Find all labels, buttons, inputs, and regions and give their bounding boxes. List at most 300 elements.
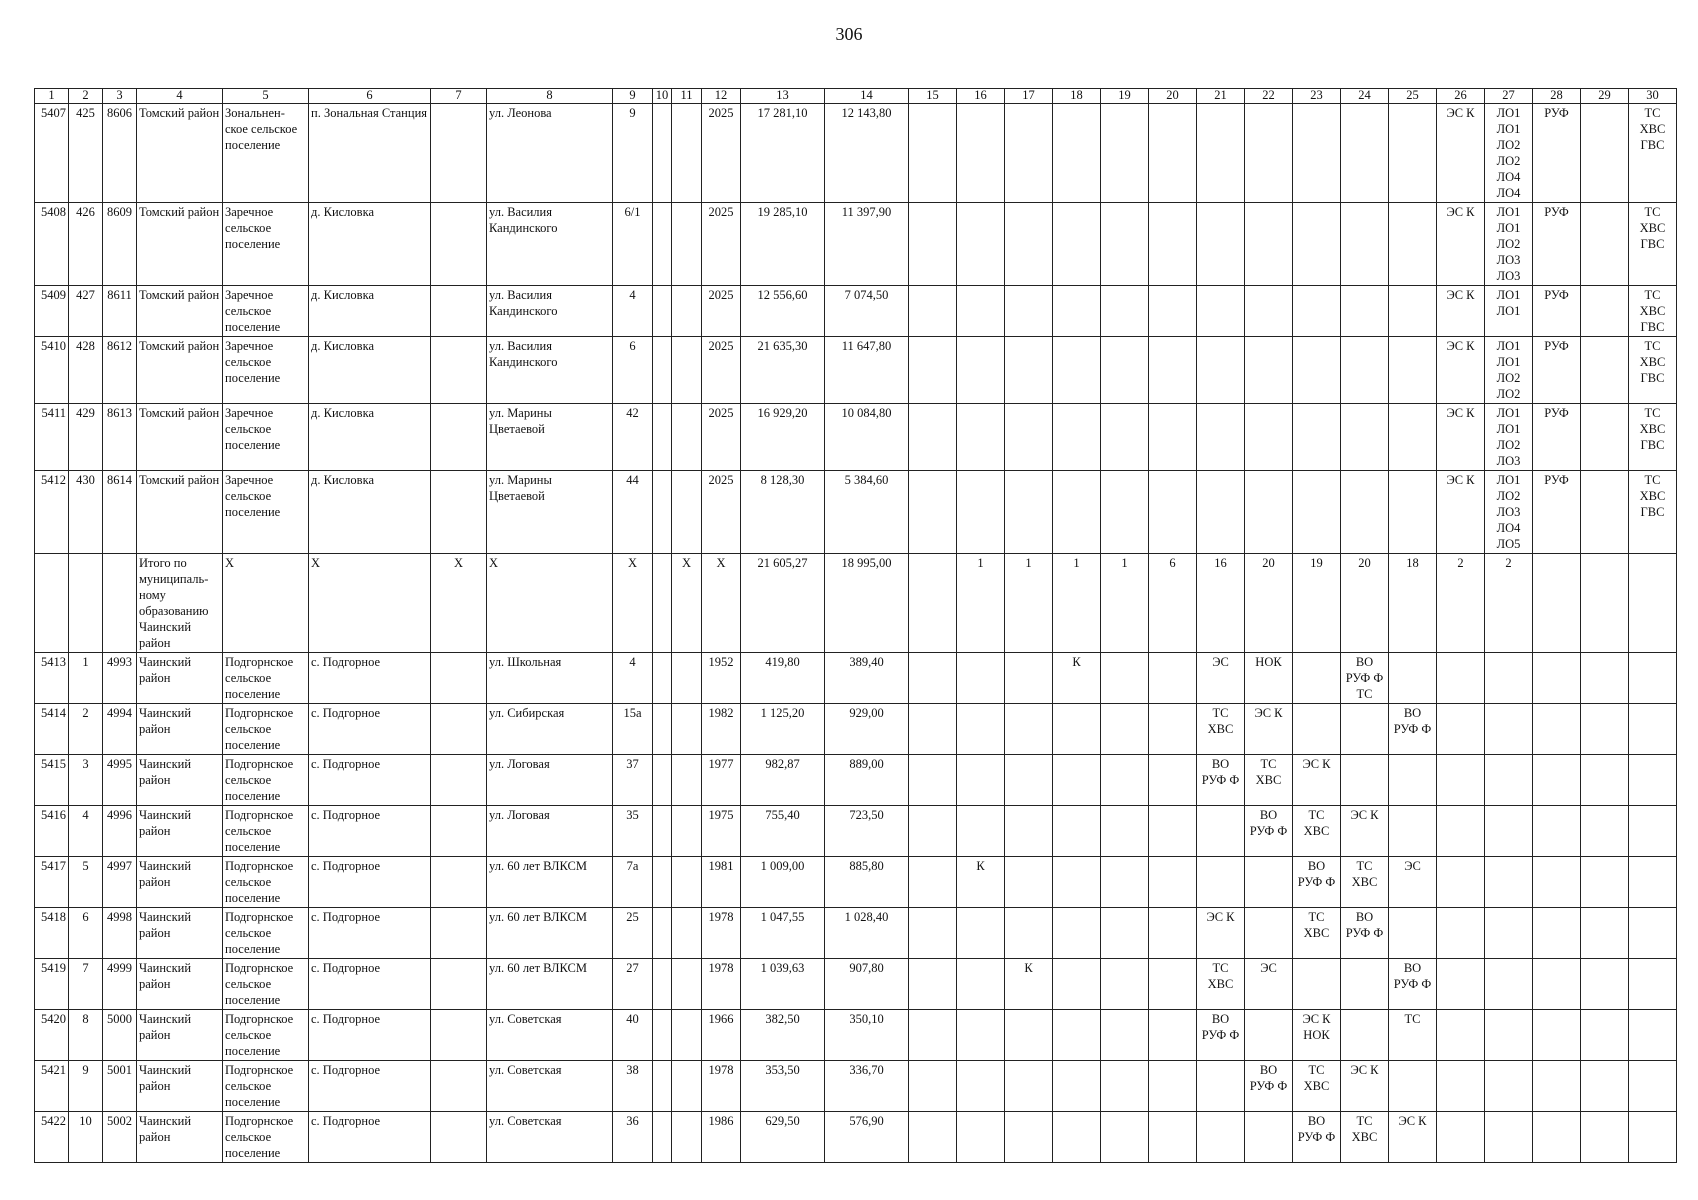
cell-col-13: 16 929,20 bbox=[741, 404, 825, 471]
cell-col-28: РУФ bbox=[1533, 286, 1581, 337]
cell-col-16 bbox=[957, 1061, 1005, 1112]
cell-col-25 bbox=[1389, 104, 1437, 203]
cell-col-1: 5410 bbox=[35, 337, 69, 404]
cell-col-18 bbox=[1053, 755, 1101, 806]
cell-col-23 bbox=[1293, 471, 1341, 554]
cell-col-22: ТС ХВС bbox=[1245, 755, 1293, 806]
cell-col-28: РУФ bbox=[1533, 404, 1581, 471]
cell-col-19 bbox=[1101, 337, 1149, 404]
cell-col-26 bbox=[1437, 1010, 1485, 1061]
cell-col-18: 1 bbox=[1053, 554, 1101, 653]
cell-col-2: 429 bbox=[69, 404, 103, 471]
cell-col-3: 4996 bbox=[103, 806, 137, 857]
cell-col-24 bbox=[1341, 471, 1389, 554]
cell-col-22 bbox=[1245, 1010, 1293, 1061]
column-number-14: 14 bbox=[825, 89, 909, 104]
table-body bbox=[35, 104, 1677, 1163]
cell-col-12: 2025 bbox=[702, 471, 741, 554]
cell-col-29 bbox=[1581, 755, 1629, 806]
cell-col-17 bbox=[1005, 857, 1053, 908]
cell-col-6: п. Зональная Станция bbox=[309, 104, 431, 203]
cell-col-29 bbox=[1581, 806, 1629, 857]
cell-col-6: д. Кисловка bbox=[309, 404, 431, 471]
cell-col-13: 1 039,63 bbox=[741, 959, 825, 1010]
cell-col-29 bbox=[1581, 959, 1629, 1010]
cell-col-20 bbox=[1149, 337, 1197, 404]
cell-col-30 bbox=[1629, 1112, 1677, 1163]
column-number-26: 26 bbox=[1437, 89, 1485, 104]
cell-col-22 bbox=[1245, 404, 1293, 471]
cell-col-25: ВО РУФ Ф bbox=[1389, 704, 1437, 755]
cell-col-19: 1 bbox=[1101, 554, 1149, 653]
cell-col-3: 4995 bbox=[103, 755, 137, 806]
cell-col-12: 1986 bbox=[702, 1112, 741, 1163]
cell-col-6: с. Подгорное bbox=[309, 806, 431, 857]
cell-col-7 bbox=[431, 337, 487, 404]
cell-col-30 bbox=[1629, 704, 1677, 755]
cell-col-29 bbox=[1581, 704, 1629, 755]
cell-col-14: 336,70 bbox=[825, 1061, 909, 1112]
cell-col-26 bbox=[1437, 857, 1485, 908]
cell-col-24: ЭС К bbox=[1341, 806, 1389, 857]
table-row bbox=[35, 104, 1677, 203]
cell-col-21: ТС ХВС bbox=[1197, 959, 1245, 1010]
cell-col-9: 6/1 bbox=[613, 203, 653, 286]
cell-col-25 bbox=[1389, 755, 1437, 806]
cell-col-19 bbox=[1101, 653, 1149, 704]
cell-col-13: 1 125,20 bbox=[741, 704, 825, 755]
column-number-4: 4 bbox=[137, 89, 223, 104]
cell-col-17 bbox=[1005, 1061, 1053, 1112]
cell-col-17 bbox=[1005, 908, 1053, 959]
cell-col-25 bbox=[1389, 1061, 1437, 1112]
cell-col-3: 4994 bbox=[103, 704, 137, 755]
cell-col-7: Х bbox=[431, 554, 487, 653]
cell-col-11 bbox=[672, 755, 702, 806]
cell-col-26 bbox=[1437, 704, 1485, 755]
cell-col-20 bbox=[1149, 704, 1197, 755]
cell-col-28: РУФ bbox=[1533, 104, 1581, 203]
cell-col-6: Х bbox=[309, 554, 431, 653]
cell-col-9: 44 bbox=[613, 471, 653, 554]
cell-col-9: 38 bbox=[613, 1061, 653, 1112]
cell-col-26 bbox=[1437, 1061, 1485, 1112]
cell-col-27 bbox=[1485, 704, 1533, 755]
cell-col-18 bbox=[1053, 404, 1101, 471]
cell-col-5: Подгорнское сельское поселение bbox=[223, 1061, 309, 1112]
cell-col-25 bbox=[1389, 653, 1437, 704]
cell-col-28 bbox=[1533, 908, 1581, 959]
cell-col-1: 5412 bbox=[35, 471, 69, 554]
cell-col-8: ул. 60 лет ВЛКСМ bbox=[487, 959, 613, 1010]
cell-col-1: 5409 bbox=[35, 286, 69, 337]
cell-col-15 bbox=[909, 104, 957, 203]
cell-col-30 bbox=[1629, 857, 1677, 908]
cell-col-19 bbox=[1101, 704, 1149, 755]
cell-col-8: ул. Марины Цветаевой bbox=[487, 404, 613, 471]
table-row bbox=[35, 1010, 1677, 1061]
cell-col-16 bbox=[957, 203, 1005, 286]
table-row bbox=[35, 404, 1677, 471]
cell-col-21: ВО РУФ Ф bbox=[1197, 755, 1245, 806]
cell-col-13: 353,50 bbox=[741, 1061, 825, 1112]
cell-col-17 bbox=[1005, 1112, 1053, 1163]
cell-col-12: 1981 bbox=[702, 857, 741, 908]
cell-col-8: ул. Марины Цветаевой bbox=[487, 471, 613, 554]
cell-col-8: ул. Школьная bbox=[487, 653, 613, 704]
cell-col-16 bbox=[957, 1010, 1005, 1061]
cell-col-23 bbox=[1293, 337, 1341, 404]
cell-col-12: 1978 bbox=[702, 908, 741, 959]
table-row bbox=[35, 554, 1677, 653]
cell-col-1: 5422 bbox=[35, 1112, 69, 1163]
cell-col-10 bbox=[653, 653, 672, 704]
table-row bbox=[35, 1061, 1677, 1112]
cell-col-6: с. Подгорное bbox=[309, 1010, 431, 1061]
cell-col-24 bbox=[1341, 959, 1389, 1010]
cell-col-24 bbox=[1341, 1010, 1389, 1061]
cell-col-4: Чаинский район bbox=[137, 908, 223, 959]
cell-col-18: К bbox=[1053, 653, 1101, 704]
cell-col-28 bbox=[1533, 857, 1581, 908]
column-number-6: 6 bbox=[309, 89, 431, 104]
cell-col-11 bbox=[672, 653, 702, 704]
column-number-20: 20 bbox=[1149, 89, 1197, 104]
table-row bbox=[35, 1112, 1677, 1163]
cell-col-13: 382,50 bbox=[741, 1010, 825, 1061]
cell-col-30: ТС ХВС ГВС bbox=[1629, 471, 1677, 554]
cell-col-6: с. Подгорное bbox=[309, 653, 431, 704]
cell-col-26 bbox=[1437, 908, 1485, 959]
cell-col-26 bbox=[1437, 653, 1485, 704]
cell-col-5: Подгорнское сельское поселение bbox=[223, 908, 309, 959]
cell-col-15 bbox=[909, 471, 957, 554]
cell-col-7 bbox=[431, 1010, 487, 1061]
column-number-7: 7 bbox=[431, 89, 487, 104]
cell-col-9: Х bbox=[613, 554, 653, 653]
cell-col-15 bbox=[909, 203, 957, 286]
cell-col-29 bbox=[1581, 404, 1629, 471]
cell-col-25 bbox=[1389, 203, 1437, 286]
cell-col-30 bbox=[1629, 1061, 1677, 1112]
cell-col-21 bbox=[1197, 404, 1245, 471]
cell-col-9: 35 bbox=[613, 806, 653, 857]
cell-col-7 bbox=[431, 1112, 487, 1163]
cell-col-18 bbox=[1053, 1061, 1101, 1112]
cell-col-2: 1 bbox=[69, 653, 103, 704]
cell-col-29 bbox=[1581, 471, 1629, 554]
cell-col-15 bbox=[909, 286, 957, 337]
cell-col-26: ЭС К bbox=[1437, 104, 1485, 203]
cell-col-9: 40 bbox=[613, 1010, 653, 1061]
cell-col-1: 5418 bbox=[35, 908, 69, 959]
cell-col-12: 1975 bbox=[702, 806, 741, 857]
cell-col-10 bbox=[653, 908, 672, 959]
cell-col-5: Подгорнское сельское поселение bbox=[223, 1010, 309, 1061]
cell-col-4: Томский район bbox=[137, 337, 223, 404]
cell-col-23: 19 bbox=[1293, 554, 1341, 653]
cell-col-8: ул. Советская bbox=[487, 1010, 613, 1061]
cell-col-9: 15а bbox=[613, 704, 653, 755]
cell-col-18 bbox=[1053, 471, 1101, 554]
cell-col-4: Чаинский район bbox=[137, 1061, 223, 1112]
cell-col-29 bbox=[1581, 554, 1629, 653]
cell-col-27: ЛО1 ЛО1 ЛО2 ЛО2 bbox=[1485, 337, 1533, 404]
cell-col-14: 907,80 bbox=[825, 959, 909, 1010]
cell-col-1: 5408 bbox=[35, 203, 69, 286]
cell-col-21 bbox=[1197, 1112, 1245, 1163]
table-row bbox=[35, 806, 1677, 857]
cell-col-28 bbox=[1533, 1112, 1581, 1163]
cell-col-18 bbox=[1053, 1112, 1101, 1163]
cell-col-28 bbox=[1533, 704, 1581, 755]
cell-col-4: Чаинский район bbox=[137, 806, 223, 857]
cell-col-27: ЛО1 ЛО1 bbox=[1485, 286, 1533, 337]
cell-col-5: Подгорнское сельское поселение bbox=[223, 959, 309, 1010]
cell-col-29 bbox=[1581, 857, 1629, 908]
cell-col-4: Томский район bbox=[137, 104, 223, 203]
cell-col-23: ЭС К bbox=[1293, 755, 1341, 806]
cell-col-14: 7 074,50 bbox=[825, 286, 909, 337]
cell-col-5: Зональнен-ское сельское поселение bbox=[223, 104, 309, 203]
cell-col-1: 5413 bbox=[35, 653, 69, 704]
cell-col-29 bbox=[1581, 203, 1629, 286]
cell-col-16 bbox=[957, 959, 1005, 1010]
cell-col-24 bbox=[1341, 286, 1389, 337]
cell-col-7 bbox=[431, 908, 487, 959]
cell-col-10 bbox=[653, 337, 672, 404]
cell-col-1: 5415 bbox=[35, 755, 69, 806]
cell-col-11 bbox=[672, 959, 702, 1010]
cell-col-12: 2025 bbox=[702, 104, 741, 203]
cell-col-29 bbox=[1581, 1061, 1629, 1112]
cell-col-18 bbox=[1053, 337, 1101, 404]
table-row bbox=[35, 653, 1677, 704]
cell-col-14: 929,00 bbox=[825, 704, 909, 755]
cell-col-1: 5417 bbox=[35, 857, 69, 908]
column-number-1: 1 bbox=[35, 89, 69, 104]
cell-col-7 bbox=[431, 286, 487, 337]
cell-col-15 bbox=[909, 755, 957, 806]
cell-col-11 bbox=[672, 1010, 702, 1061]
cell-col-9: 27 bbox=[613, 959, 653, 1010]
cell-col-23: ТС ХВС bbox=[1293, 908, 1341, 959]
cell-col-27 bbox=[1485, 755, 1533, 806]
cell-col-7 bbox=[431, 471, 487, 554]
cell-col-5: Х bbox=[223, 554, 309, 653]
cell-col-5: Заречное сельское поселение bbox=[223, 404, 309, 471]
cell-col-29 bbox=[1581, 653, 1629, 704]
cell-col-11 bbox=[672, 286, 702, 337]
cell-col-4: Чаинский район bbox=[137, 755, 223, 806]
cell-col-19 bbox=[1101, 104, 1149, 203]
cell-col-18 bbox=[1053, 806, 1101, 857]
cell-col-30 bbox=[1629, 908, 1677, 959]
cell-col-2: 430 bbox=[69, 471, 103, 554]
cell-col-30 bbox=[1629, 653, 1677, 704]
column-number-13: 13 bbox=[741, 89, 825, 104]
cell-col-26: 2 bbox=[1437, 554, 1485, 653]
column-number-10: 10 bbox=[653, 89, 672, 104]
cell-col-28 bbox=[1533, 1061, 1581, 1112]
cell-col-17 bbox=[1005, 755, 1053, 806]
cell-col-27 bbox=[1485, 908, 1533, 959]
cell-col-26: ЭС К bbox=[1437, 404, 1485, 471]
cell-col-7 bbox=[431, 653, 487, 704]
cell-col-14: 1 028,40 bbox=[825, 908, 909, 959]
cell-col-25 bbox=[1389, 286, 1437, 337]
cell-col-26 bbox=[1437, 1112, 1485, 1163]
cell-col-2: 428 bbox=[69, 337, 103, 404]
cell-col-1: 5420 bbox=[35, 1010, 69, 1061]
cell-col-7 bbox=[431, 203, 487, 286]
cell-col-28: РУФ bbox=[1533, 471, 1581, 554]
cell-col-3: 4993 bbox=[103, 653, 137, 704]
cell-col-10 bbox=[653, 959, 672, 1010]
cell-col-14: 723,50 bbox=[825, 806, 909, 857]
cell-col-13: 982,87 bbox=[741, 755, 825, 806]
cell-col-13: 419,80 bbox=[741, 653, 825, 704]
cell-col-23 bbox=[1293, 959, 1341, 1010]
cell-col-2: 425 bbox=[69, 104, 103, 203]
cell-col-10 bbox=[653, 806, 672, 857]
cell-col-24: ТС ХВС bbox=[1341, 857, 1389, 908]
cell-col-8: ул. Василия Кандинского bbox=[487, 337, 613, 404]
cell-col-23: ВО РУФ Ф bbox=[1293, 1112, 1341, 1163]
column-number-9: 9 bbox=[613, 89, 653, 104]
cell-col-9: 25 bbox=[613, 908, 653, 959]
column-number-5: 5 bbox=[223, 89, 309, 104]
cell-col-7 bbox=[431, 1061, 487, 1112]
cell-col-9: 7а bbox=[613, 857, 653, 908]
cell-col-23: ТС ХВС bbox=[1293, 806, 1341, 857]
cell-col-10 bbox=[653, 755, 672, 806]
cell-col-2: 10 bbox=[69, 1112, 103, 1163]
cell-col-25: ВО РУФ Ф bbox=[1389, 959, 1437, 1010]
page-number: 306 bbox=[835, 24, 863, 44]
cell-col-23 bbox=[1293, 286, 1341, 337]
cell-col-22 bbox=[1245, 1112, 1293, 1163]
cell-col-25 bbox=[1389, 471, 1437, 554]
cell-col-13: 19 285,10 bbox=[741, 203, 825, 286]
cell-col-4: Чаинский район bbox=[137, 1010, 223, 1061]
cell-col-25: ЭС К bbox=[1389, 1112, 1437, 1163]
cell-col-5: Заречное сельское поселение bbox=[223, 203, 309, 286]
cell-col-4: Чаинский район bbox=[137, 704, 223, 755]
cell-col-20 bbox=[1149, 806, 1197, 857]
cell-col-5: Подгорнское сельское поселение bbox=[223, 857, 309, 908]
cell-col-20 bbox=[1149, 959, 1197, 1010]
cell-col-6: с. Подгорное bbox=[309, 704, 431, 755]
cell-col-17 bbox=[1005, 471, 1053, 554]
cell-col-23 bbox=[1293, 704, 1341, 755]
cell-col-3: 5000 bbox=[103, 1010, 137, 1061]
cell-col-2: 3 bbox=[69, 755, 103, 806]
cell-col-22: ЭС bbox=[1245, 959, 1293, 1010]
cell-col-27: ЛО1 ЛО1 ЛО2 ЛО3 bbox=[1485, 404, 1533, 471]
cell-col-7 bbox=[431, 404, 487, 471]
cell-col-6: с. Подгорное bbox=[309, 1061, 431, 1112]
cell-col-4: Чаинский район bbox=[137, 959, 223, 1010]
cell-col-27 bbox=[1485, 1061, 1533, 1112]
cell-col-9: 6 bbox=[613, 337, 653, 404]
cell-col-17 bbox=[1005, 806, 1053, 857]
cell-col-28: РУФ bbox=[1533, 337, 1581, 404]
cell-col-12: 2025 bbox=[702, 337, 741, 404]
cell-col-25 bbox=[1389, 806, 1437, 857]
cell-col-15 bbox=[909, 1061, 957, 1112]
cell-col-4: Томский район bbox=[137, 203, 223, 286]
cell-col-3 bbox=[103, 554, 137, 653]
cell-col-22 bbox=[1245, 104, 1293, 203]
cell-col-6: с. Подгорное bbox=[309, 755, 431, 806]
cell-col-14: 11 647,80 bbox=[825, 337, 909, 404]
cell-col-27: 2 bbox=[1485, 554, 1533, 653]
cell-col-20 bbox=[1149, 1061, 1197, 1112]
cell-col-3: 4999 bbox=[103, 959, 137, 1010]
cell-col-15 bbox=[909, 1010, 957, 1061]
cell-col-11 bbox=[672, 704, 702, 755]
cell-col-10 bbox=[653, 1112, 672, 1163]
cell-col-14: 389,40 bbox=[825, 653, 909, 704]
cell-col-1: 5407 bbox=[35, 104, 69, 203]
register-table bbox=[34, 88, 1677, 1163]
cell-col-18 bbox=[1053, 203, 1101, 286]
cell-col-6: д. Кисловка bbox=[309, 337, 431, 404]
cell-col-21: ВО РУФ Ф bbox=[1197, 1010, 1245, 1061]
cell-col-20: 6 bbox=[1149, 554, 1197, 653]
cell-col-17 bbox=[1005, 404, 1053, 471]
table-row bbox=[35, 337, 1677, 404]
table-row bbox=[35, 755, 1677, 806]
column-number-23: 23 bbox=[1293, 89, 1341, 104]
cell-col-22 bbox=[1245, 908, 1293, 959]
cell-col-10 bbox=[653, 1061, 672, 1112]
cell-col-5: Подгорнское сельское поселение bbox=[223, 653, 309, 704]
cell-col-16 bbox=[957, 404, 1005, 471]
cell-col-18 bbox=[1053, 857, 1101, 908]
cell-col-5: Подгорнское сельское поселение bbox=[223, 806, 309, 857]
cell-col-20 bbox=[1149, 755, 1197, 806]
cell-col-11 bbox=[672, 1061, 702, 1112]
cell-col-22 bbox=[1245, 286, 1293, 337]
cell-col-20 bbox=[1149, 404, 1197, 471]
cell-col-21: ЭС К bbox=[1197, 908, 1245, 959]
cell-col-5: Заречное сельское поселение bbox=[223, 337, 309, 404]
cell-col-10 bbox=[653, 104, 672, 203]
cell-col-26: ЭС К bbox=[1437, 203, 1485, 286]
cell-col-18 bbox=[1053, 104, 1101, 203]
column-number-22: 22 bbox=[1245, 89, 1293, 104]
cell-col-25 bbox=[1389, 404, 1437, 471]
cell-col-30 bbox=[1629, 806, 1677, 857]
cell-col-9: 4 bbox=[613, 286, 653, 337]
column-number-row bbox=[35, 89, 1677, 104]
cell-col-17 bbox=[1005, 1010, 1053, 1061]
cell-col-9: 42 bbox=[613, 404, 653, 471]
cell-col-30: ТС ХВС ГВС bbox=[1629, 404, 1677, 471]
cell-col-4: Чаинский район bbox=[137, 1112, 223, 1163]
cell-col-29 bbox=[1581, 286, 1629, 337]
cell-col-21: ТС ХВС bbox=[1197, 704, 1245, 755]
cell-col-27 bbox=[1485, 806, 1533, 857]
column-number-25: 25 bbox=[1389, 89, 1437, 104]
cell-col-3: 8612 bbox=[103, 337, 137, 404]
cell-col-21 bbox=[1197, 286, 1245, 337]
cell-col-19 bbox=[1101, 404, 1149, 471]
cell-col-25: ТС bbox=[1389, 1010, 1437, 1061]
column-number-30: 30 bbox=[1629, 89, 1677, 104]
